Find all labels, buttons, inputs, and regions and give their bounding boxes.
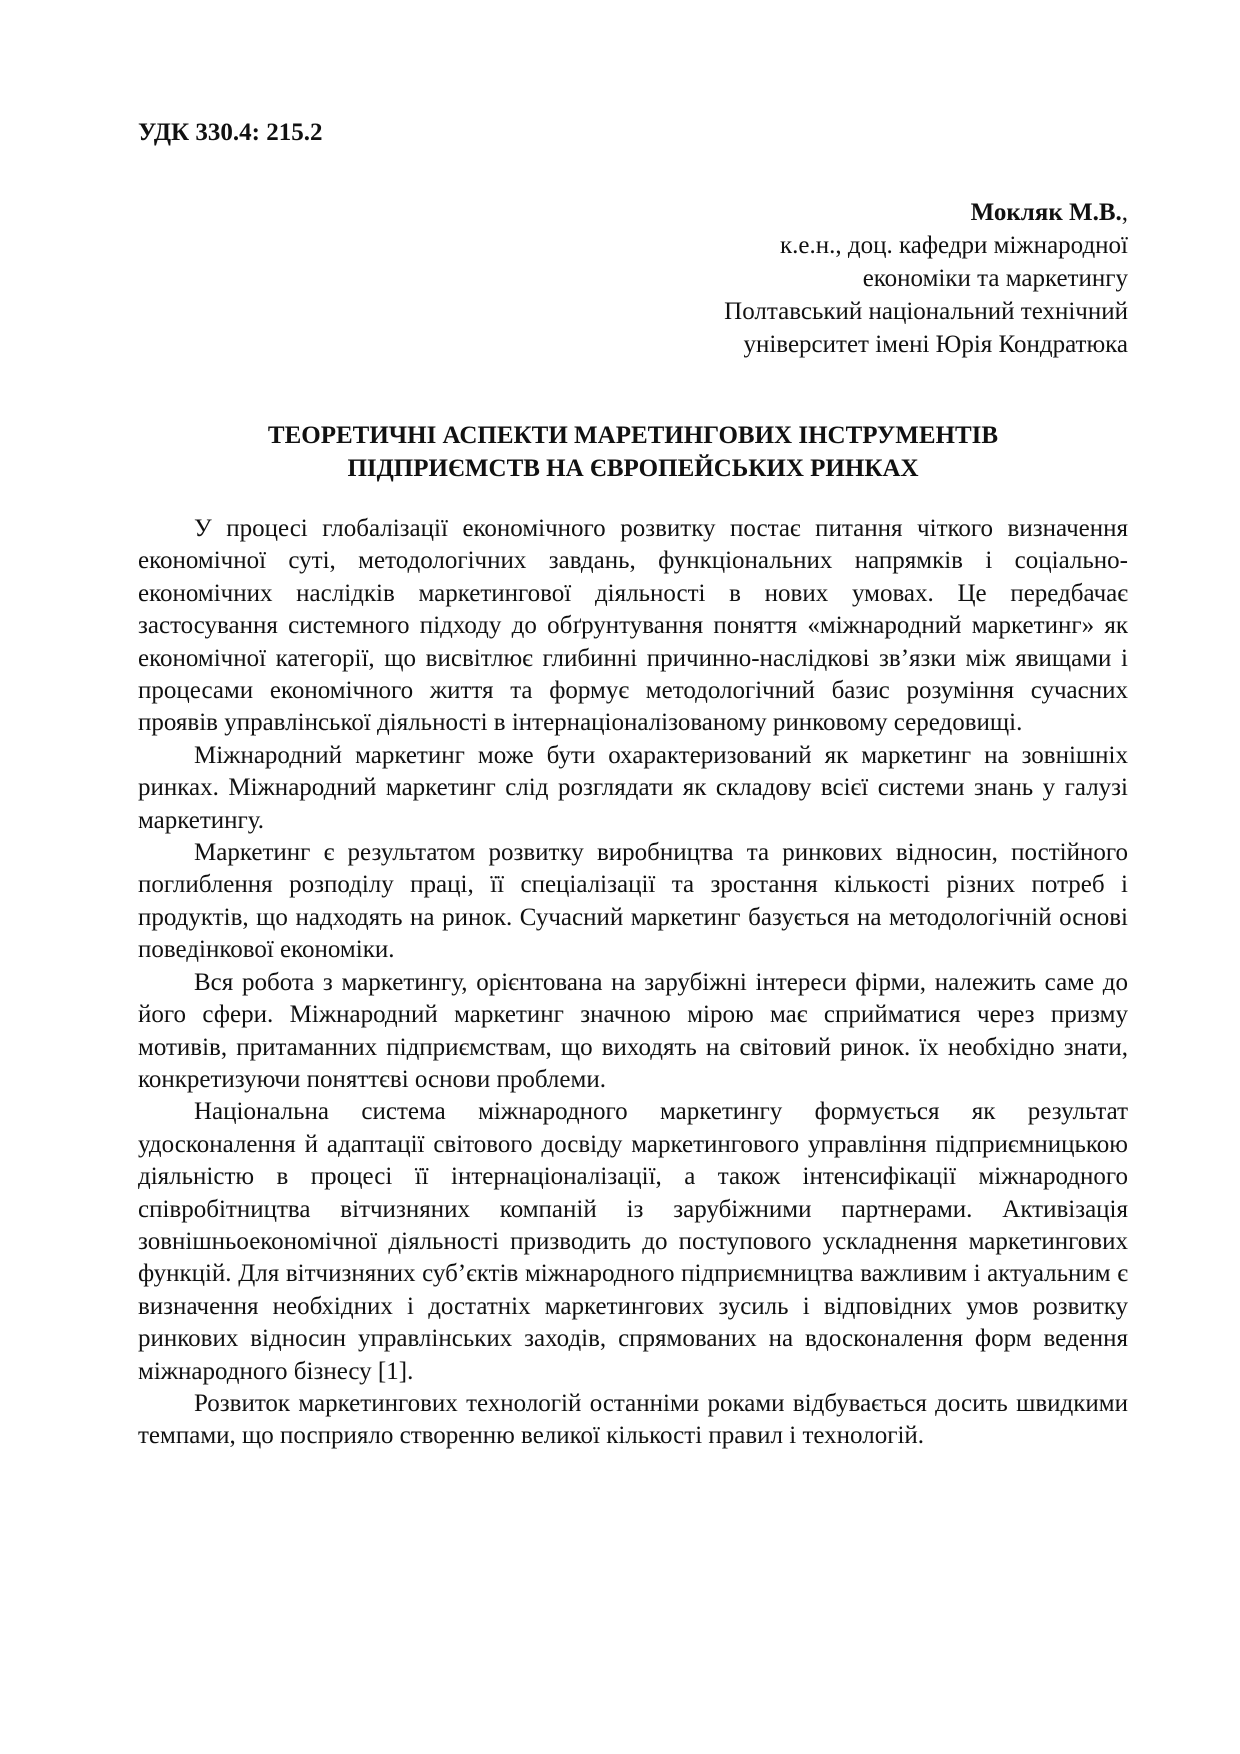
author-university-name: університет імені Юрія Кондратюка: [743, 331, 1128, 358]
article-title-line-2: ПІДПРИЄМСТВ НА ЄВРОПЕЙСЬКИХ РИНКАХ: [347, 455, 919, 482]
paragraph: Маркетинг є результатом розвитку виробництва та ринкових відносин, постійного поглиблення розподілу праці, її спеціалізації та зростання кількості різних потреб і продуктів, що надходять на ринок. Сучасний маркетинг базується на методологічній основі поведінкової економіки.: [138, 839, 1128, 964]
author-university: Полтавський національний технічний: [724, 298, 1128, 325]
document-page: [138, 118, 1128, 1453]
author-name-line: [138, 196, 1128, 229]
author-position: к.е.н., доц. кафедри міжнародної: [780, 232, 1128, 259]
author-name: Мокляк М.В.: [970, 199, 1122, 226]
paragraph: Розвиток маркетингових технологій останніми роками відбувається досить швидкими темпами, що посприяло створенню великої кількості правил і технологій.: [138, 1389, 1128, 1450]
article-body: [138, 513, 1128, 1453]
paragraph: Міжнародний маркетинг може бути охарактеризований як маркетинг на зовнішніх ринках. Міжнародний маркетинг слід розглядати як складову всієї системи знань у галузі маркетингу.: [138, 741, 1128, 834]
udc-code: УДК 330.4: 215.2: [138, 119, 323, 146]
author-name-suffix: ,: [1121, 199, 1128, 226]
paragraph: У процесі глобалізації економічного розвитку постає питання чіткого визначення економічної суті, методологічних завдань, функціональних напрямків і соціально-економічних наслідків маркетингової діяльності в нових умовах. Це передбачає застосування системного підходу до обґрунтування поняття «міжнародний маркетинг» як економічної категорії, що висвітлює глибинні причинно-наслідкові зв’язки між явищами і процесами економічного життя та формує методологічний базис розуміння сучасних проявів управлінської діяльності в інтернаціоналізованому ринковому середовищі.: [138, 515, 1128, 737]
paragraph: Вся робота з маркетингу, орієнтована на зарубіжні інтереси фірми, належить саме до його сфери. Міжнародний маркетинг значною мірою має сприйматися через призму мотивів, притаманних підприємствам, що виходять на світовий ринок. їх необхідно знати, конкретизуючи поняттєві основи проблеми.: [138, 968, 1128, 1093]
author-department: економіки та маркетингу: [862, 265, 1128, 292]
author-block: [138, 196, 1128, 361]
article-title-line-1: ТЕОРЕТИЧНІ АСПЕКТИ МАРЕТИНГОВИХ ІНСТРУМЕНТІВ: [267, 422, 999, 449]
paragraph: Національна система міжнародного маркетингу формується як результат удосконалення й адаптації світового досвіду маркетингового управління підприємницькою діяльністю в процесі її інтернаціоналізації, а також інтенсифікації міжнародного співробітництва вітчизняних компаній із зарубіжними партнерами. Активізація зовнішньоекономічної діяльності призводить до поступового ускладнення маркетингових функцій. Для вітчизняних суб’єктів міжнародного підприємництва важливим і актуальним є визначення необхідних і достатніх маркетингових зусиль і відповідних умов розвитку ринкових відносин управлінських заходів, спрямованих на вдосконалення форм ведення міжнародного бізнесу [1].: [138, 1098, 1128, 1385]
article-title: [138, 419, 1128, 485]
